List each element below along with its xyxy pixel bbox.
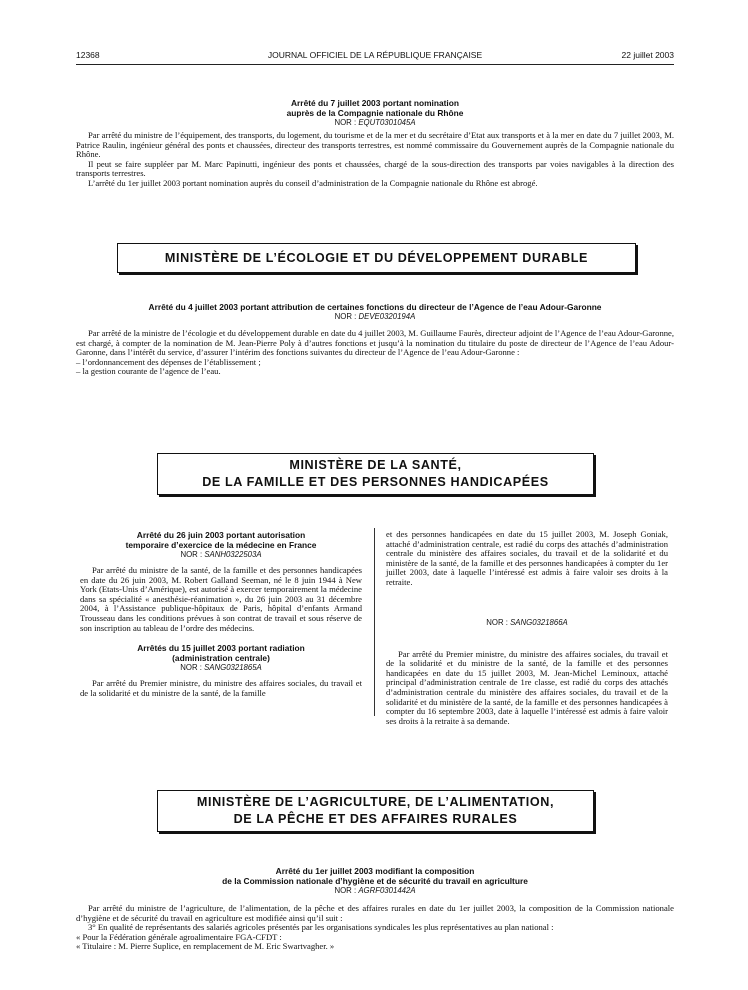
page-header xyxy=(76,50,674,64)
list-item: – l’ordonnancement des dépenses de l’établissement ; xyxy=(76,356,261,367)
column-divider xyxy=(374,528,375,716)
nor-reference: NOR : AGRF0301442A xyxy=(334,886,416,895)
nor-reference: NOR : SANH0322503A xyxy=(180,550,262,559)
decree-adour-garonne xyxy=(76,302,674,377)
paragraph: « Pour la Fédération générale agroalimentaire FGA-CFDT : xyxy=(76,931,282,942)
paragraph: Par arrêté du ministre de l’équipement, des transports, du logement, du tourisme et de la mer et du secrétaire d’Etat aux transports et à la mer en date du 7 juillet 2003, M. Patrice Raulin, ingénieur général des ponts et chaussées, directeur des transports terrestres, est nommé commissaire du Gouvernement auprès de la Compagnie nationale du Rhône. xyxy=(76,130,674,160)
nor-reference: NOR : SANG0321866A xyxy=(486,617,568,627)
list-item: – la gestion courante de l’agence de l’eau. xyxy=(76,366,221,377)
paragraph: Par arrêté du ministre de l’agriculture, de l’alimentation, de la pêche et des affaires rurales en date du 1er juillet 2003, la composition de la Commission nationale d’hygiène et de sécurité du travail en agriculture est modifiée ainsi qu’il suit : xyxy=(76,903,674,923)
issue-date: 22 juillet 2003 xyxy=(621,50,674,60)
left-column xyxy=(80,530,362,698)
paragraph: Par arrêté du Premier ministre, du ministre des affaires sociales, du travail et de la solidarité et du ministre de la santé, de la famille et des personnes handicapées en date du 15 juillet 2003, M. Jean-Michel Leminoux, attaché principal d’administration centrale de 1re classe, est radié du corps des attachés d’administration centrale du ministère des affaires sociales, du travail et de la solidarité et du ministère de la santé, de la famille et des personnes handicapées à compter du 16 septembre 2003, date à laquelle l’intéressé est admis à faire valoir ses droits à la retraite à sa demande. xyxy=(386,648,668,726)
paragraph: L’arrêté du 1er juillet 2003 portant nomination auprès du conseil d’administration de la Compagnie nationale du Rhône est abrogé. xyxy=(88,177,538,188)
decree-commission-hygiene xyxy=(76,866,674,952)
ministry-heading-sante: MINISTÈRE DE LA SANTÉ, DE LA FAMILLE ET DES PERSONNES HANDICAPÉES xyxy=(157,453,594,495)
ministry-heading-agriculture: MINISTÈRE DE L’AGRICULTURE, DE L’ALIMENTATION, DE LA PÊCHE ET DES AFFAIRES RURALES xyxy=(157,790,594,832)
paragraph: « Titulaire : M. Pierre Suplice, en remplacement de M. Eric Swartvagher. » xyxy=(76,941,335,952)
decree-title: Arrêtés du 15 juillet 2003 portant radiation (administration centrale) xyxy=(137,643,305,664)
right-column xyxy=(386,530,668,726)
nor-reference: NOR : EQUT0301045A xyxy=(334,118,416,127)
paragraph: et des personnes handicapées en date du 15 juillet 2003, M. Joseph Goniak, attaché d’administration centrale, est radié du corps des attachés d’administration centrale du ministère des affaires sociales, du travail et de la solidarité et du ministère de la santé, de la famille et des personnes handicapées à compter du 1er juillet 2003, date à laquelle l’intéressé est admis à faire valoir ses droits à la retraite. xyxy=(386,529,668,587)
nor-reference: NOR : SANG0321865A xyxy=(180,663,262,673)
paragraph: Par arrêté du Premier ministre, du ministre des affaires sociales, du travail et de la solidarité et du ministre de la santé, de la famille xyxy=(80,678,362,698)
paragraph: 3° En qualité de représentants des salariés agricoles présentés par les organisations syndicales les plus représentatives au plan national : xyxy=(88,922,554,933)
paragraph: Il peut se faire suppléer par M. Marc Papinutti, ingénieur des ponts et chaussées, chargé de la sous-direction des transports par voies navigables à la direction des transports terrestres. xyxy=(76,158,674,179)
decree-title: Arrêté du 4 juillet 2003 portant attribution de certaines fonctions du directeur de l’Agence de l’eau Adour-Garonne xyxy=(148,302,602,312)
header-rule xyxy=(76,64,674,65)
decree-title: Arrêté du 1er juillet 2003 modifiant la composition de la Commission nationale d’hygiène et de sécurité du travail en agriculture xyxy=(222,866,528,886)
decree-title: Arrêté du 7 juillet 2003 portant nomination auprès de la Compagnie nationale du Rhône xyxy=(286,98,464,118)
decree-rhone xyxy=(76,98,674,189)
paragraph: Par arrêté de la ministre de l’écologie et du développement durable en date du 4 juillet 2003, M. Guillaume Faurès, directeur adjoint de l’Agence de l’eau Adour-Garonne, est chargé, à compter de la nomination de M. Jean-Pierre Poly à d’autres fonctions et jusqu’à la nomination du titulaire du poste de directeur de l’Agence de l’eau Adour-Garonne, dans l’intérêt du service, d’assurer l’intérim des fonctions suivantes du directeur de l’Agence de l’eau Adour-Garonne : xyxy=(76,328,674,358)
nor-reference: NOR : DEVE0320194A xyxy=(334,312,416,321)
journal-title: JOURNAL OFFICIEL DE LA RÉPUBLIQUE FRANÇAISE xyxy=(267,50,483,60)
paragraph: Par arrêté du ministre de la santé, de la famille et des personnes handicapées en date du 26 juin 2003, M. Robert Galland Seeman, né le 8 juin 1944 à New York (Etats-Unis d’Amérique), est autorisé à exercer temporairement la médecine dans sa spécialité « anesthésie-réanimation », du 26 juin 2003 au 31 décembre 2004, à l’Assistance publique-hôpitaux de Paris, hôpital d’enfants Armand Trousseau dans les conditions prévues à son contrat de travail et sous réserve de son inscription au tableau de l’ordre des médecins. xyxy=(80,565,362,633)
decree-title: Arrêté du 26 juin 2003 portant autorisation temporaire d’exercice de la médecine en France xyxy=(125,530,317,550)
page-number: 12368 xyxy=(76,50,100,60)
ministry-heading-ecologie: MINISTÈRE DE L’ÉCOLOGIE ET DU DÉVELOPPEMENT DURABLE xyxy=(117,243,636,273)
